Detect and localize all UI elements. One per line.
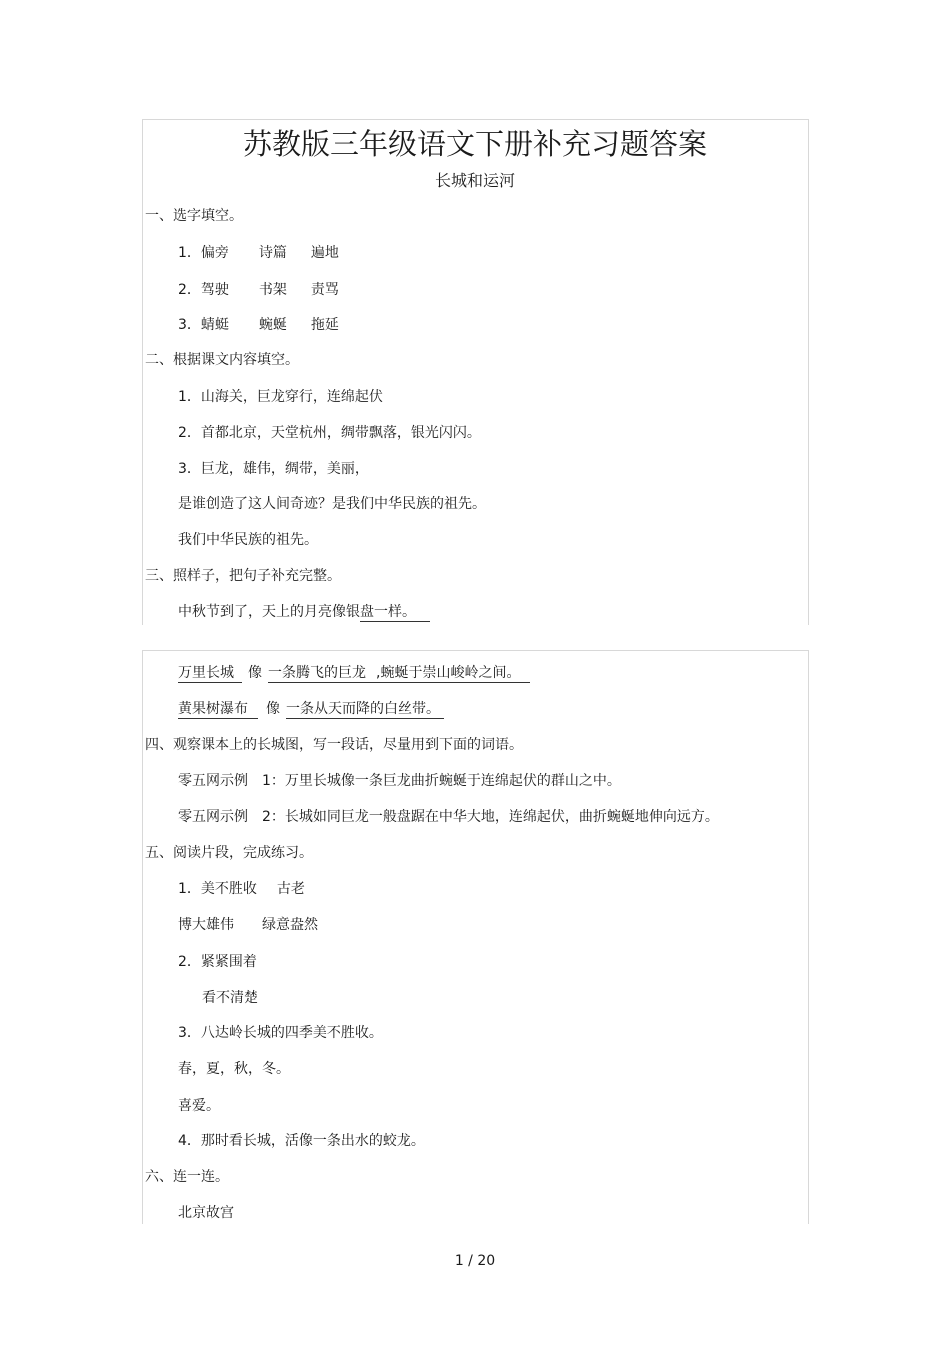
s5-line-1: 1．美不胜收 古老 <box>178 881 305 897</box>
s1-row-3: 3．蜻蜓 蜿蜒 拖延 <box>178 317 339 333</box>
s5-line-6: 春，夏，秋，冬。 <box>178 1061 290 1077</box>
s4-example-1: 零五网示例 1：万里长城像一条巨龙曲折蜿蜒于连绵起伏的群山之中。 <box>178 773 621 789</box>
section-3-heading: 三、照样子，把句子补充完整。 <box>145 568 341 584</box>
s2-line-3: 3．巨龙，雄伟，绸带，美丽， <box>178 461 369 477</box>
s2-line-1: 1．山海关，巨龙穿行，连绵起伏 <box>178 389 383 405</box>
document-subtitle: 长城和运河 <box>434 171 515 190</box>
section-5-heading: 五、阅读片段，完成练习。 <box>145 845 313 861</box>
s5-line-3: 2．紧紧围着 <box>178 954 257 970</box>
s4-example-2: 零五网示例 2：长城如同巨龙一般盘踞在中华大地，连绵起伏，曲折蜿蜒地伸向远方。 <box>178 809 719 825</box>
document-title: 苏教版三年级语文下册补充习题答案 <box>242 127 707 161</box>
section-6-heading: 六、连一连。 <box>145 1169 229 1185</box>
s1-row-2: 2．驾驶 书架 责骂 <box>178 282 339 298</box>
s3-answer-2: 黄果树瀑布 像 一条从天而降的白丝带。 <box>178 700 444 718</box>
section-2-heading: 二、根据课文内容填空。 <box>145 352 299 368</box>
s6-line-1: 北京故宫 <box>178 1205 234 1221</box>
section-4-heading: 四、观察课本上的长城图，写一段话，尽量用到下面的词语。 <box>145 737 523 753</box>
s5-line-8: 4．那时看长城，活像一条出水的蛟龙。 <box>178 1133 425 1149</box>
s3-example: 中秋节到了，天上的月亮像银盘一样。 <box>178 603 430 621</box>
s5-line-2: 博大雄伟 绿意盎然 <box>178 917 318 933</box>
s2-line-4: 是谁创造了这人间奇迹？是我们中华民族的祖先。 <box>178 496 486 512</box>
s5-line-5: 3．八达岭长城的四季美不胜收。 <box>178 1025 383 1041</box>
page-number: 1 / 20 <box>454 1253 496 1269</box>
page-frame-top <box>142 119 809 625</box>
s1-row-1: 1．偏旁 诗篇 遍地 <box>178 245 339 261</box>
s5-line-7: 喜爱。 <box>178 1098 220 1114</box>
s2-line-2: 2．首都北京，天堂杭州，绸带飘落，银光闪闪。 <box>178 425 481 441</box>
s5-line-4: 看不清楚 <box>202 990 258 1006</box>
s3-answer-1: 万里长城 像 一条腾飞的巨龙 ,蜿蜒于崇山峻岭之间。 <box>178 664 530 682</box>
section-1-heading: 一、选字填空。 <box>145 208 243 224</box>
s2-line-5: 我们中华民族的祖先。 <box>178 532 318 548</box>
